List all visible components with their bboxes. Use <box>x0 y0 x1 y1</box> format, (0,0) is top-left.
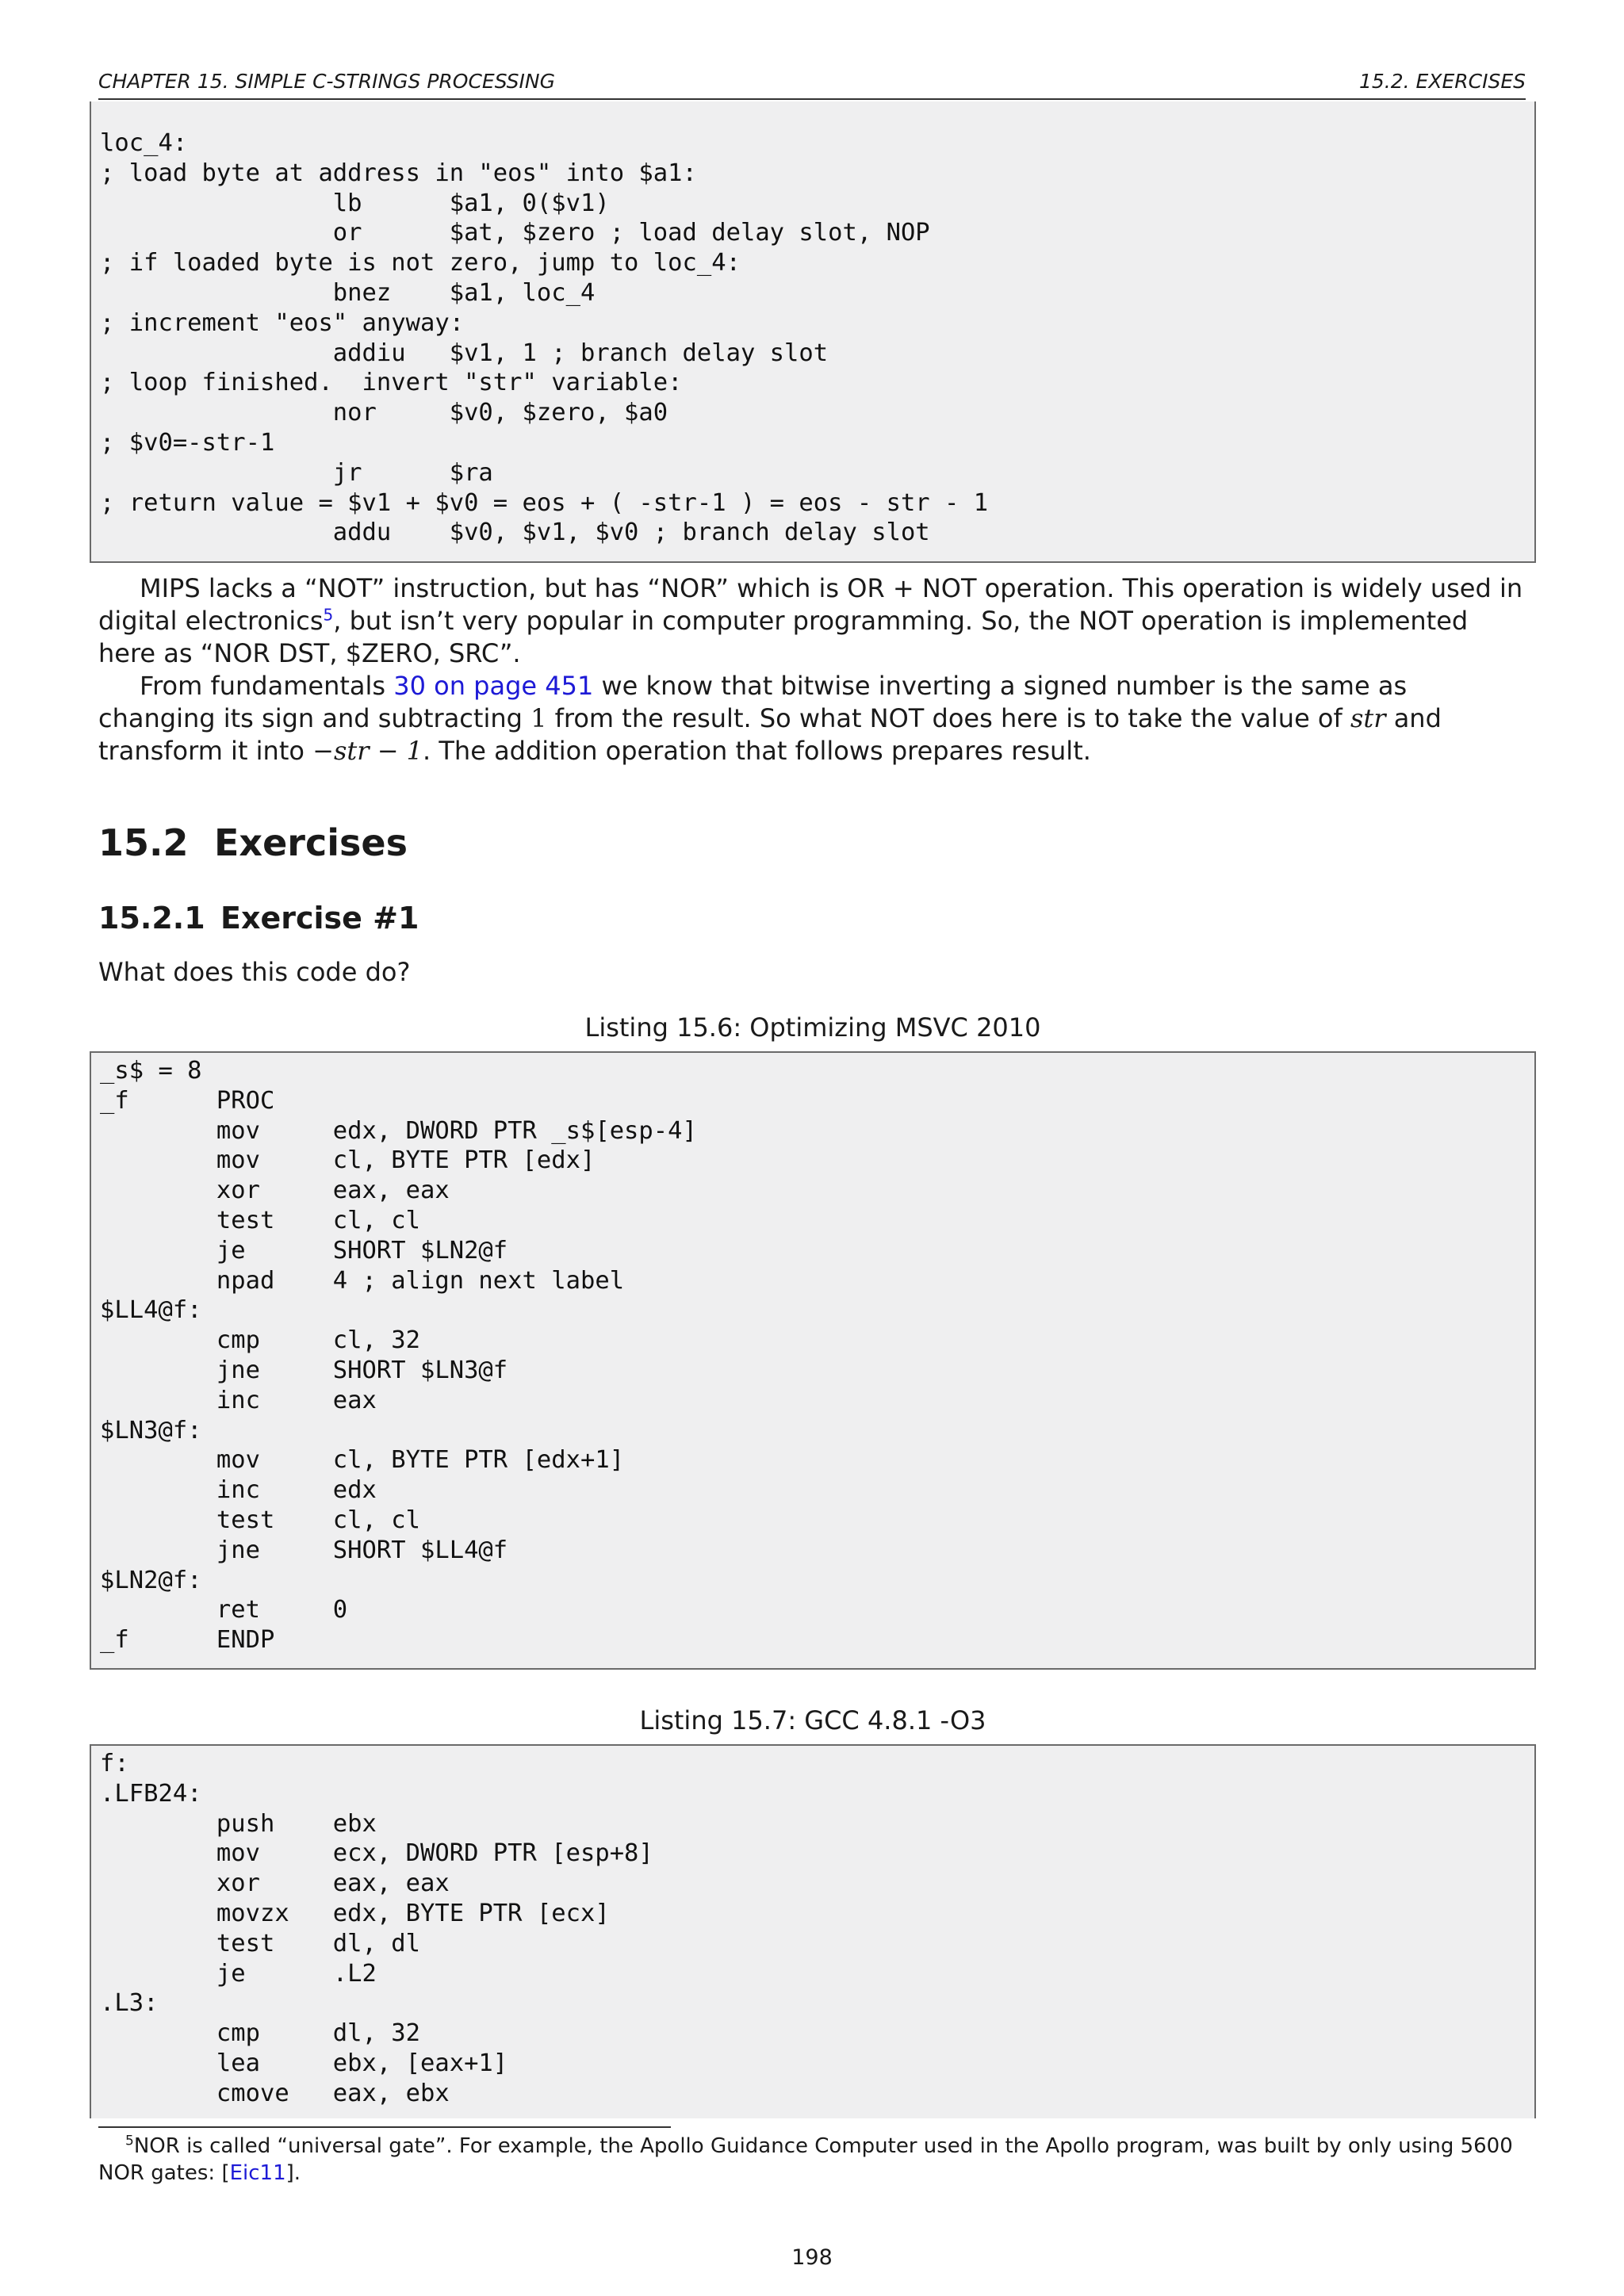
mips-code-listing: loc_4: ; load byte at address in "eos" into $a1: lb $a1, 0($v1) or $at, $zero ; load delay slot, NOP ; if loaded byte is not zero, jump to loc_4: bnez $a1, loc_4 ; increment "eos" anyway: addiu $v1, 1 ; branch delay slot ; loop finished. invert "str" variable: nor $v0, $zero, $a0 ; $v0=-str-1 jr $ra ; return value = $v1 + $v0 = eos + ( -str-1 ) = eos - str - 1 addu $v0, $v1, $v0 ; branch delay slot <box>90 101 1536 563</box>
subsection-title: Exercise #1 <box>220 901 419 936</box>
listing-caption-msvc: Listing 15.6: Optimizing MSVC 2010 <box>584 1012 1041 1043</box>
subsection-number: 15.2.1 <box>98 901 205 936</box>
header-section: 15.2. EXERCISES <box>1358 70 1526 93</box>
gcc-code-listing: f: .LFB24: push ebx mov ecx, DWORD PTR [esp+8] xor eax, eax movzx edx, BYTE PTR [ecx] test dl, dl je .L2 .L3: cmp dl, 32 lea ebx, [eax+1] cmove eax, ebx <box>90 1744 1536 2118</box>
page-number: 198 <box>791 2245 833 2270</box>
section-number: 15.2 <box>98 821 189 864</box>
footnote-ref-5[interactable]: 5 <box>323 605 334 625</box>
running-header <box>98 68 1526 100</box>
citation-link[interactable]: Eic11 <box>229 2161 286 2185</box>
math-str: str <box>1350 703 1386 733</box>
subsection-heading <box>98 901 419 936</box>
math-expression: −str − 1 <box>312 736 423 766</box>
cross-reference-link[interactable]: 30 on page 451 <box>393 671 594 701</box>
section-title: Exercises <box>214 821 408 864</box>
msvc-code-listing: _s$ = 8 _f PROC mov edx, DWORD PTR _s$[esp-4] mov cl, BYTE PTR [edx] xor eax, eax test cl, cl je SHORT $LN2@f npad 4 ; align next label $LL4@f: cmp cl, 32 jne SHORT $LN3@f inc eax $LN3@f: mov cl, BYTE PTR [edx+1] inc edx test cl, cl jne SHORT $LL4@f $LN2@f: ret 0 _f ENDP <box>90 1051 1536 1670</box>
header-chapter: CHAPTER 15. SIMPLE C-STRINGS PROCESSING <box>98 70 556 93</box>
paragraph-bitwise: From fundamentals 30 on page 451 we know that bitwise inverting a signed number is the same as changing its sign and subtracting 1 from the result. So what NOT does here is to take the value of str and transform it into −str − 1. The addition operation that follows prepares result. <box>98 671 1442 766</box>
math-one: 1 <box>530 703 547 733</box>
footnote-rule <box>98 2126 671 2128</box>
paragraph-nor: MIPS lacks a “NOT” instruction, but has “NOR” which is OR + NOT operation. This operation is widely used in digital electronics$^5$, but isn’t very popular in computer programming. So, the NOT operation is implemented here as “NOR DST, $ZERO, SRC”. <box>98 573 1523 668</box>
listing-caption-gcc: Listing 15.7: GCC 4.8.1 -O3 <box>639 1705 986 1735</box>
footnote-mark: 5 <box>125 2133 134 2149</box>
section-heading <box>98 821 408 864</box>
footnote: $^5$NOR is called “universal gate”. For example, the Apollo Guidance Computer used in the Apollo program, was built by only using 5600 NOR gates: [Eic11]. <box>98 2133 1513 2185</box>
exercise-question: What does this code do? <box>98 957 411 987</box>
